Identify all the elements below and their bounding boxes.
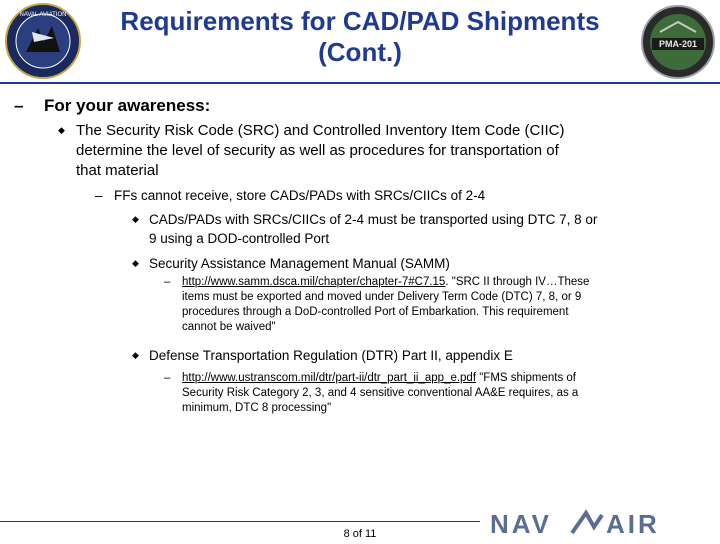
samm-link[interactable]: http://www.samm.dsca.mil/chapter/chapter-7#C7.15 [182,276,446,288]
dash-icon: – [164,372,171,384]
svg-text:AIR: AIR [606,509,660,539]
bullet-icon: ◆ [132,214,139,224]
pma-201-seal [640,4,716,80]
samm-quote-line: procedures through a DoD-controlled Port of Embarkation. This requirement [182,306,569,318]
samm-quote-line: items must be exported and moved under Delivery Term Code (DTC) 7, 8, or 9 [182,291,582,303]
paragraph-line: The Security Risk Code (SRC) and Controlled Inventory Item Code (CIIC) [76,122,565,139]
ffs-item: FFs cannot receive, store CADs/PADs with SRCs/CIICs of 2-4 [114,188,486,203]
title-line-2: (Cont.) [318,37,402,67]
title-divider [0,82,720,84]
bullet-icon: ◆ [132,350,139,360]
title-line-1: Requirements for CAD/PAD Shipments [120,6,600,36]
samm-quote-line: cannot be waived" [182,321,276,333]
level1-heading: For your awareness: [44,96,211,115]
svg-text:NAVAL AVIATION: NAVAL AVIATION [19,12,67,18]
bullet-icon: ◆ [132,258,139,268]
navair-logo [488,505,688,539]
bullet-icon: ◆ [58,125,65,135]
footer-divider [0,521,480,522]
dash-icon: – [95,188,103,203]
slide-title [90,6,630,68]
samm-quote-line [182,275,589,289]
cads-line: 9 using a DOD-controlled Port [149,231,330,246]
samm-item: Security Assistance Management Manual (SAMM) [149,256,450,271]
dash-icon: – [164,276,171,288]
dtr-quote-line: Security Risk Category 2, 3, and 4 sensitive conventional AA&E requires, as a [182,387,579,399]
dtr-quote-text: "FMS shipments of [476,372,576,384]
cads-line: CADs/PADs with SRCs/CIICs of 2-4 must be transported using DTC 7, 8 or [149,212,598,227]
level1-dash: – [14,96,24,115]
paragraph-line: that material [76,162,159,179]
page-number: 8 of 11 [343,528,377,540]
naval-aviation-seal [4,2,82,80]
dtr-quote-line: minimum, DTC 8 processing" [182,402,332,414]
svg-text:PMA-201: PMA-201 [658,39,698,49]
svg-text:NAV: NAV [490,509,552,539]
dtr-link[interactable]: http://www.ustranscom.mil/dtr/part-ii/dtr_part_ii_app_e.pdf [182,372,477,384]
dtr-item: Defense Transportation Regulation (DTR) Part II, appendix E [149,348,513,363]
paragraph-line: determine the level of security as well as procedures for transportation of [76,142,559,159]
samm-quote-text: . "SRC II through IV…These [445,276,590,288]
dtr-quote-line [182,371,576,385]
